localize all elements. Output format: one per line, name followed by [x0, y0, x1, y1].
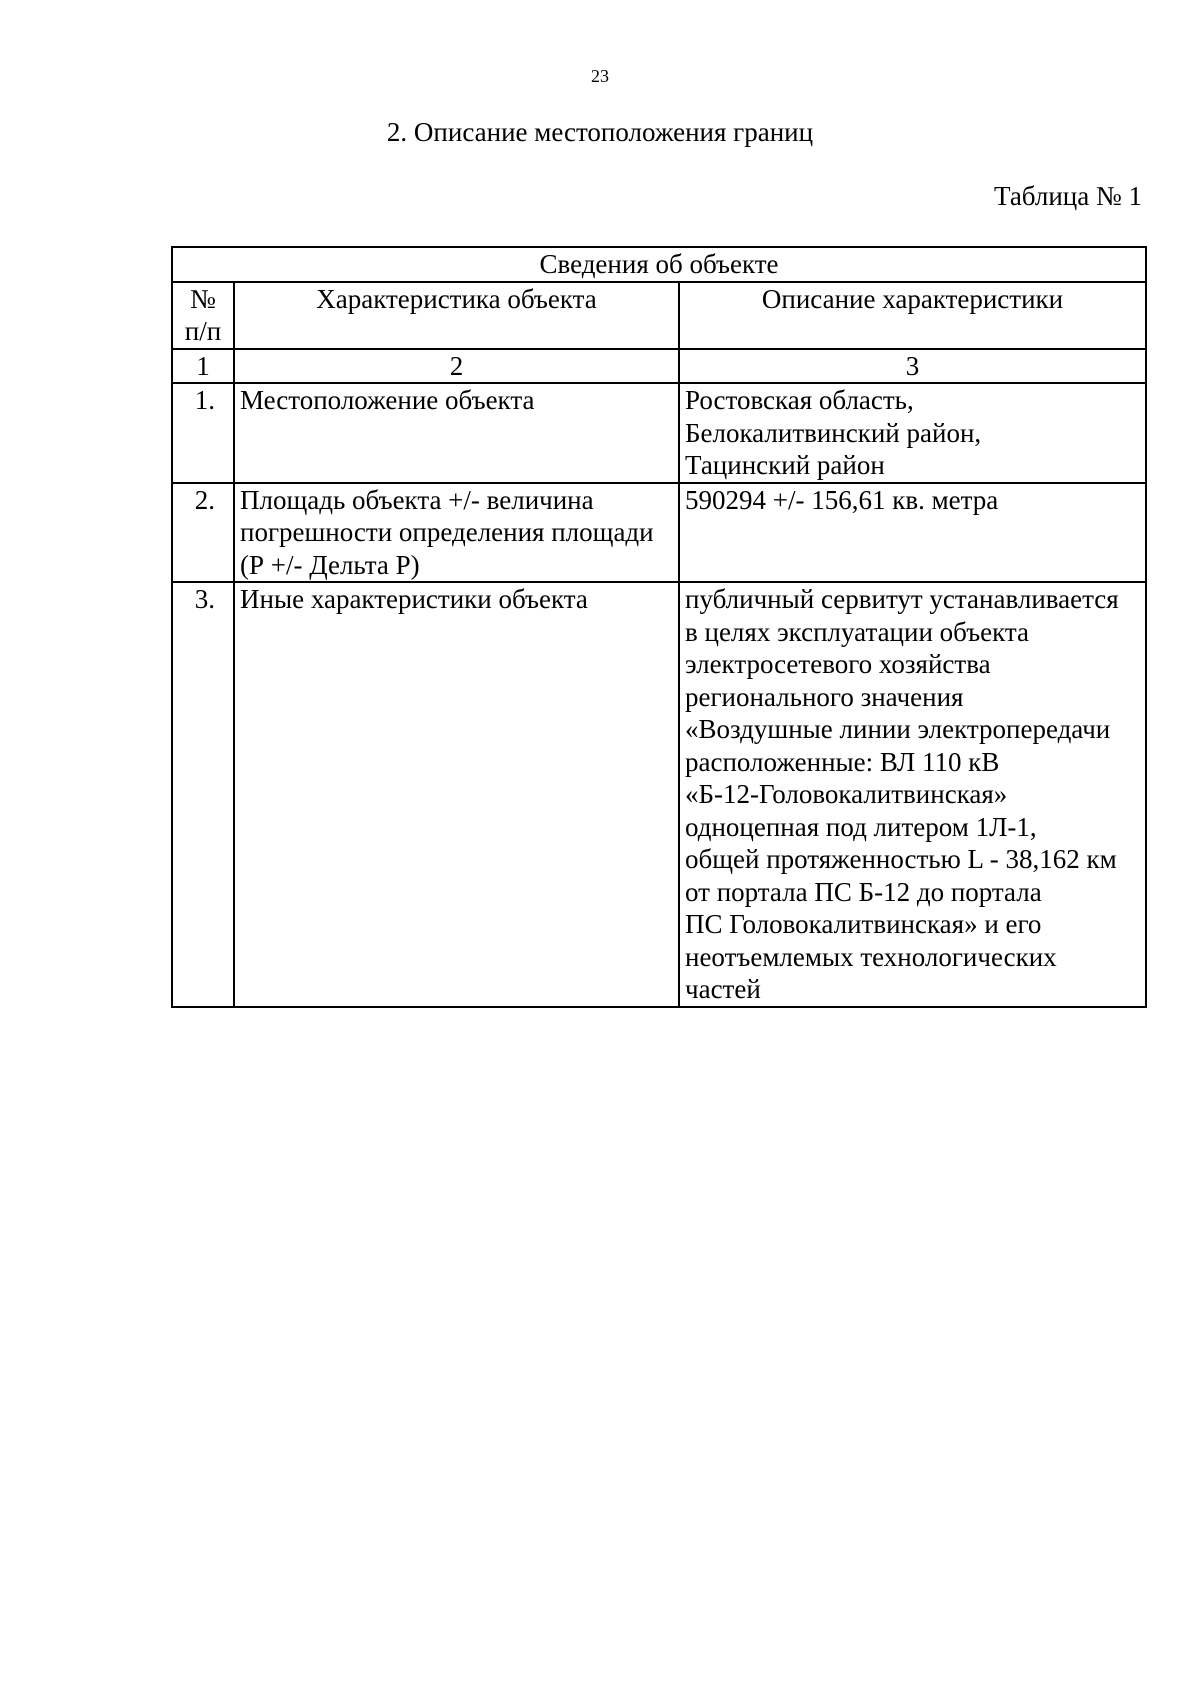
table-caption-cell: Сведения об объекте [172, 247, 1146, 282]
header-description: Описание характеристики [679, 282, 1146, 349]
column-index-1: 1 [172, 349, 234, 384]
table-row [172, 483, 1146, 583]
row-characteristic: Местоположение объекта [234, 383, 679, 483]
row-num: 1. [172, 383, 234, 483]
column-index-2: 2 [234, 349, 679, 384]
row-description: публичный сервитут устанавливается в целях эксплуатации объекта электросетевого хозяйства регионального значения «Воздушные линии электропередачи расположенные: ВЛ 110 кВ «Б-12-Головокалитвинская» одноцепная под литером 1Л-1, общей протяженностью L - 38,162 км от портала ПС Б-12 до портала ПС Головокалитвинская» и его неотъемлемых технологических частей [679, 582, 1146, 1007]
table-row [172, 582, 1146, 1007]
header-characteristic: Характеристика объекта [234, 282, 679, 349]
object-info-table [171, 246, 1147, 1008]
row-description: 590294 +/- 156,61 кв. метра [679, 483, 1146, 583]
row-characteristic: Иные характеристики объекта [234, 582, 679, 1007]
header-num: № п/п [172, 282, 234, 349]
section-title: 2. Описание местоположения границ [386, 117, 814, 147]
table-header-row [172, 282, 1146, 349]
column-index-row [172, 349, 1146, 384]
page-number: 23 [591, 66, 609, 86]
row-description: Ростовская область, Белокалитвинский район, Тацинский район [679, 383, 1146, 483]
row-characteristic: Площадь объекта +/- величина погрешности определения площади (Р +/- Дельта Р) [234, 483, 679, 583]
table-caption-row [172, 247, 1146, 282]
column-index-3: 3 [679, 349, 1146, 384]
table-row [172, 383, 1146, 483]
row-num: 3. [172, 582, 234, 1007]
row-num: 2. [172, 483, 234, 583]
table-caption: Таблица № 1 [994, 181, 1142, 211]
